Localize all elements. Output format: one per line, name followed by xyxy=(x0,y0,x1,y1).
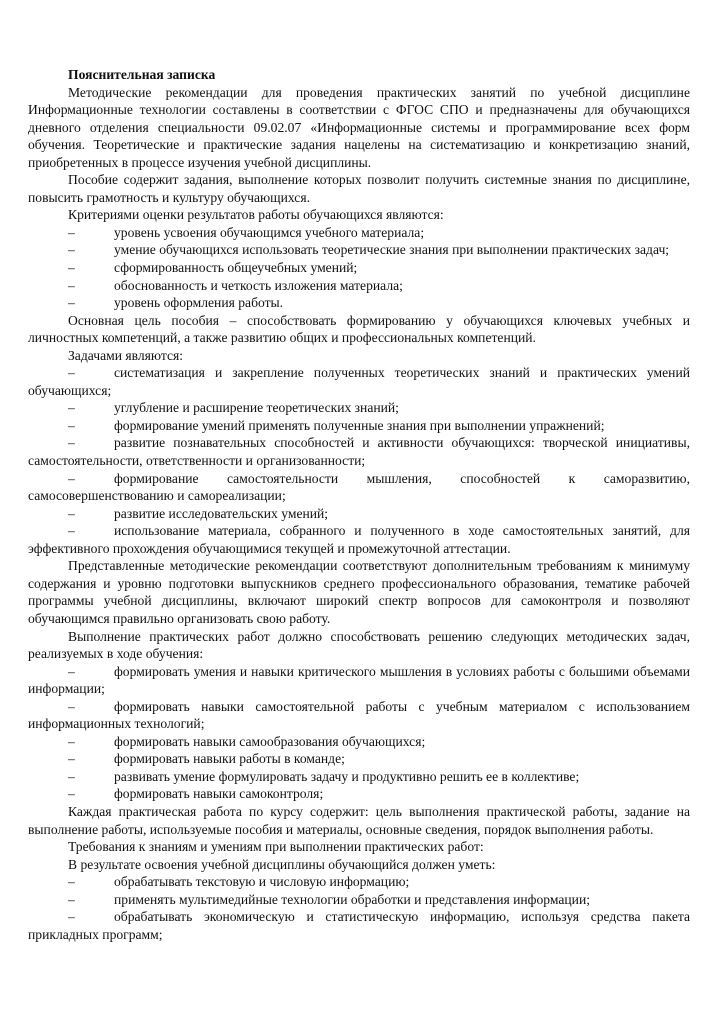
list-dash: – xyxy=(68,242,75,258)
paragraph: Задачами являются: xyxy=(68,347,184,363)
list-dash: – xyxy=(68,435,75,451)
list-item xyxy=(28,277,690,295)
list-item xyxy=(28,294,690,312)
list-item-text: обрабатывать экономическую и статистическую информацию, используя средства пакета прикладных программ; xyxy=(28,909,690,942)
list-item-text: формирование самостоятельности мышления, способностей к саморазвитию, самосовершенствованию и самореализации; xyxy=(28,470,690,504)
list-item xyxy=(28,522,690,557)
list-dash: – xyxy=(68,663,75,679)
document-title: Пояснительная записка xyxy=(68,67,216,82)
list-dash: – xyxy=(68,768,75,784)
list-dash: – xyxy=(68,400,75,416)
list-dash: – xyxy=(68,295,75,311)
list-item xyxy=(28,259,690,277)
list-dash: – xyxy=(68,733,75,749)
paragraph: Каждая практическая работа по курсу содержит: цель выполнения практической работы, задание на выполнение работы, используемые пособия и материалы, основные сведения, порядок выполнения работы. xyxy=(28,803,690,837)
list-item-text: формировать навыки самообразования обучающихся; xyxy=(114,733,426,749)
list-item xyxy=(28,399,690,417)
list-item xyxy=(28,663,690,698)
list-dash: – xyxy=(68,224,75,240)
list-dash: – xyxy=(68,786,75,802)
list-dash: – xyxy=(68,365,75,381)
list-item xyxy=(28,873,690,891)
list-item-text: формировать навыки самоконтроля; xyxy=(114,786,324,802)
list-item-text: использование материала, собранного и полученного в ходе самостоятельных занятий, для эффективного прохождения обучающимися текущей и промежуточной аттестации. xyxy=(28,523,690,556)
document-page xyxy=(28,66,690,943)
list-item xyxy=(28,785,690,803)
list-dash: – xyxy=(68,260,75,276)
list-item xyxy=(28,891,690,909)
list-item-text: формировать навыки работы в команде; xyxy=(114,751,345,767)
list-item-text: развивать умение формулировать задачу и продуктивно решить ее в коллективе; xyxy=(114,768,580,784)
list-dash: – xyxy=(68,277,75,293)
list-item xyxy=(28,470,690,505)
list-item-text: сформированность общеучебных умений; xyxy=(114,260,358,276)
list-item-text: уровень усвоения обучающимся учебного материала; xyxy=(114,224,425,240)
list-item-text: формировать навыки самостоятельной работы с учебным материалом с использованием информационных технологий; xyxy=(28,698,690,732)
list-item-text: обоснованность и четкость изложения материала; xyxy=(114,277,403,293)
list-dash: – xyxy=(68,505,75,521)
list-item xyxy=(28,908,690,943)
list-dash: – xyxy=(68,874,75,890)
list-item-text: развитие исследовательских умений; xyxy=(114,505,329,521)
list-dash: – xyxy=(68,909,75,925)
list-item-text: формирование умений применять полученные знания при выполнении упражнений; xyxy=(114,417,605,433)
list-item-text: систематизация и закрепление полученных теоретических знаний и практических умений обучающихся; xyxy=(28,365,690,398)
list-item-text: умение обучающихся использовать теоретические знания при выполнении практических задач; xyxy=(114,242,670,258)
paragraph: Основная цель пособия – способствовать формированию у обучающихся ключевых учебных и личностных компетенций, а также развитию общих и профессиональных компетенций. xyxy=(28,312,690,346)
list-item xyxy=(28,750,690,768)
list-dash: – xyxy=(68,470,75,486)
paragraph: Представленные методические рекомендации соответствуют дополнительным требованиям к минимуму содержания и уровню подготовки выпускников среднего профессионального образования, тематике рабочей программы учебной дисциплины, включают широкий спектр вопросов для самоконтроля и позволяют обучающимся правильно организовать свою работу. xyxy=(28,558,690,626)
list-item xyxy=(28,417,690,435)
list-item xyxy=(28,698,690,733)
list-dash: – xyxy=(68,751,75,767)
list-item xyxy=(28,364,690,399)
paragraph: В результате освоения учебной дисциплины обучающийся должен уметь: xyxy=(68,856,496,872)
list-item xyxy=(28,434,690,469)
list-item-text: углубление и расширение теоретических знаний; xyxy=(114,400,399,416)
list-item-text: применять мультимедийные технологии обработки и представления информации; xyxy=(114,891,591,907)
list-item xyxy=(28,768,690,786)
list-item xyxy=(28,224,690,242)
list-item-text: развитие познавательных способностей и активности обучающихся: творческой инициативы, самостоятельности, ответственности и организованности; xyxy=(28,435,690,469)
list-item xyxy=(28,505,690,523)
paragraph: Методические рекомендации для проведения практических занятий по учебной дисциплине Информационные технологии составлены в соответствии с ФГОС СПО и предназначены для обучающихся дневного отделения специальности 09.02.07 «Информационные системы и программирование всех форм обучения. Теоретические и практические задания нацелены на систематизацию и конкретизацию знаний, приобретенных в процессе изучения учебной дисциплины. xyxy=(28,84,690,170)
list-item-text: обрабатывать текстовую и числовую информацию; xyxy=(114,874,410,890)
document-body xyxy=(28,84,690,944)
paragraph: Критериями оценки результатов работы обучающихся являются: xyxy=(68,207,444,223)
list-item xyxy=(28,733,690,751)
paragraph: Пособие содержит задания, выполнение которых позволит получить системные знания по дисциплине, повысить грамотность и культуру обучающихся. xyxy=(28,172,690,205)
list-dash: – xyxy=(68,891,75,907)
list-item-text: формировать умения и навыки критического мышления в условиях работы с большими объемами информации; xyxy=(28,663,690,697)
list-dash: – xyxy=(68,523,75,539)
list-item-text: уровень оформления работы. xyxy=(114,295,284,311)
list-item xyxy=(28,241,690,259)
paragraph: Требования к знаниям и умениям при выполнении практических работ: xyxy=(68,839,484,855)
list-dash: – xyxy=(68,417,75,433)
list-dash: – xyxy=(68,698,75,714)
paragraph: Выполнение практических работ должно способствовать решению следующих методических задач, реализуемых в ходе обучения: xyxy=(28,628,690,662)
